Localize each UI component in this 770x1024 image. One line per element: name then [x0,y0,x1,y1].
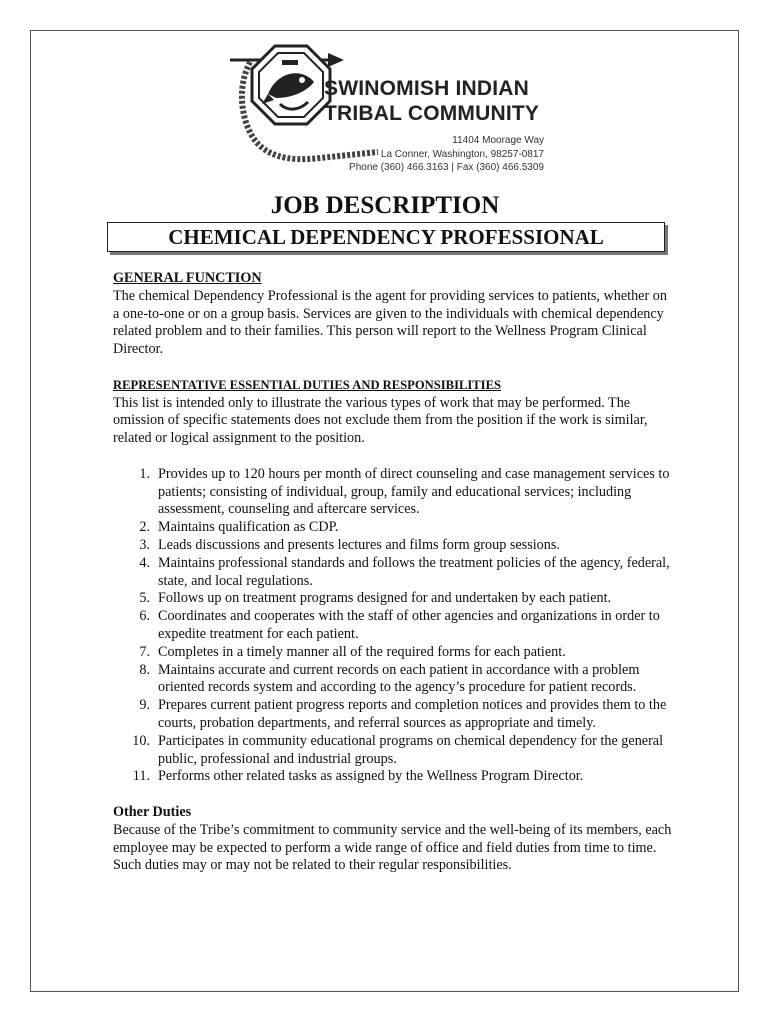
phone-fax: Phone (360) 466.3163 | Fax (360) 466.5309 [349,162,544,173]
general-function-heading: GENERAL FUNCTION [113,270,262,286]
duty-number: 6. [139,608,150,625]
duty-text: Performs other related tasks as assigned by the Wellness Program Director. [158,768,584,785]
duty-item [113,555,673,591]
duty-item [113,537,673,555]
duty-text: Maintains qualification as CDP. [158,519,339,536]
duties-list [113,466,673,786]
duty-number: 9. [139,697,150,714]
duty-text: Coordinates and cooperates with the staff of other agencies and organizations in order to expedite treatment for each patient. [158,608,660,642]
duty-text: Leads discussions and presents lectures and films form group sessions. [158,536,560,553]
duty-item [113,733,673,769]
duties-heading: REPRESENTATIVE ESSENTIAL DUTIES AND RESPONSIBILITIES [113,377,501,392]
duty-text: Maintains accurate and current records on each patient in accordance with a problem oriented records system and according to the agency’s procedure for patient records. [158,661,640,696]
organization-address [344,134,544,175]
address-street: 11404 Moorage Way [452,135,544,146]
duty-item [113,608,673,644]
document-title: JOB DESCRIPTION [270,192,500,219]
duty-number: 5. [139,590,150,607]
duty-number: 10. [132,732,150,749]
duty-item [113,662,673,698]
org-name-line-2: TRIBAL COMMUNITY [324,102,540,125]
duty-number: 4. [139,554,150,571]
letterhead [228,40,558,180]
duty-item [113,519,673,537]
duty-text: Provides up to 120 hours per month of direct counseling and case management services to patients; consisting of individual, group, family and educational services; including assessment, counseling and aftercare services. [158,465,670,518]
duty-number: 1. [139,465,150,482]
duty-text: Completes in a timely manner all of the required forms for each patient. [158,643,566,660]
duties-intro: This list is intended only to illustrate the various types of work that may be performed. The omission of specific statements does not exclude them from the position if the work is similar, related or logical assignment to the position. [113,394,648,447]
duty-text: Maintains professional standards and follows the treatment policies of the agency, federal, state, and local regulations. [158,554,670,589]
duty-number: 2. [139,519,150,536]
duty-item [113,697,673,733]
duty-item [113,590,673,608]
position-title: CHEMICAL DEPENDENCY PROFESSIONAL [168,225,604,249]
duty-text: Prepares current patient progress reports and completion notices and provides them to the courts, probation departments, and referral sources as appropriate and timely. [158,697,667,731]
other-duties-heading: Other Duties [113,803,192,820]
other-duties-text: Because of the Tribe’s commitment to community service and the well-being of its members, each employee may be expected to perform a wide range of office and field duties from time to time. Such duties may or may not be related to their regular responsibilities. [113,821,672,874]
duty-number: 7. [139,643,150,660]
duty-text: Participates in community educational programs on chemical dependency for the general public, professional and industrial groups. [158,732,664,767]
organization-name [324,76,539,126]
duty-item [113,644,673,662]
org-name-line-1: SWINOMISH INDIAN [324,77,530,100]
duty-item [113,466,673,519]
document-body [113,270,673,875]
duty-number: 3. [139,536,150,553]
address-city: La Conner, Washington, 98257-0817 [380,148,544,160]
duty-item [113,768,673,786]
duty-text: Follows up on treatment programs designed for and undertaken by each patient. [158,590,612,607]
position-title-box [107,222,665,252]
duty-number: 8. [139,661,150,678]
duty-number: 11. [132,768,150,785]
general-function-text: The chemical Dependency Professional is the agent for providing services to patients, whether on a one-to-one or on a group basis. Services are given to the individuals with chemical dependency related problem and to their families. This person will report to the Wellness Program Clinical Director. [113,287,667,358]
